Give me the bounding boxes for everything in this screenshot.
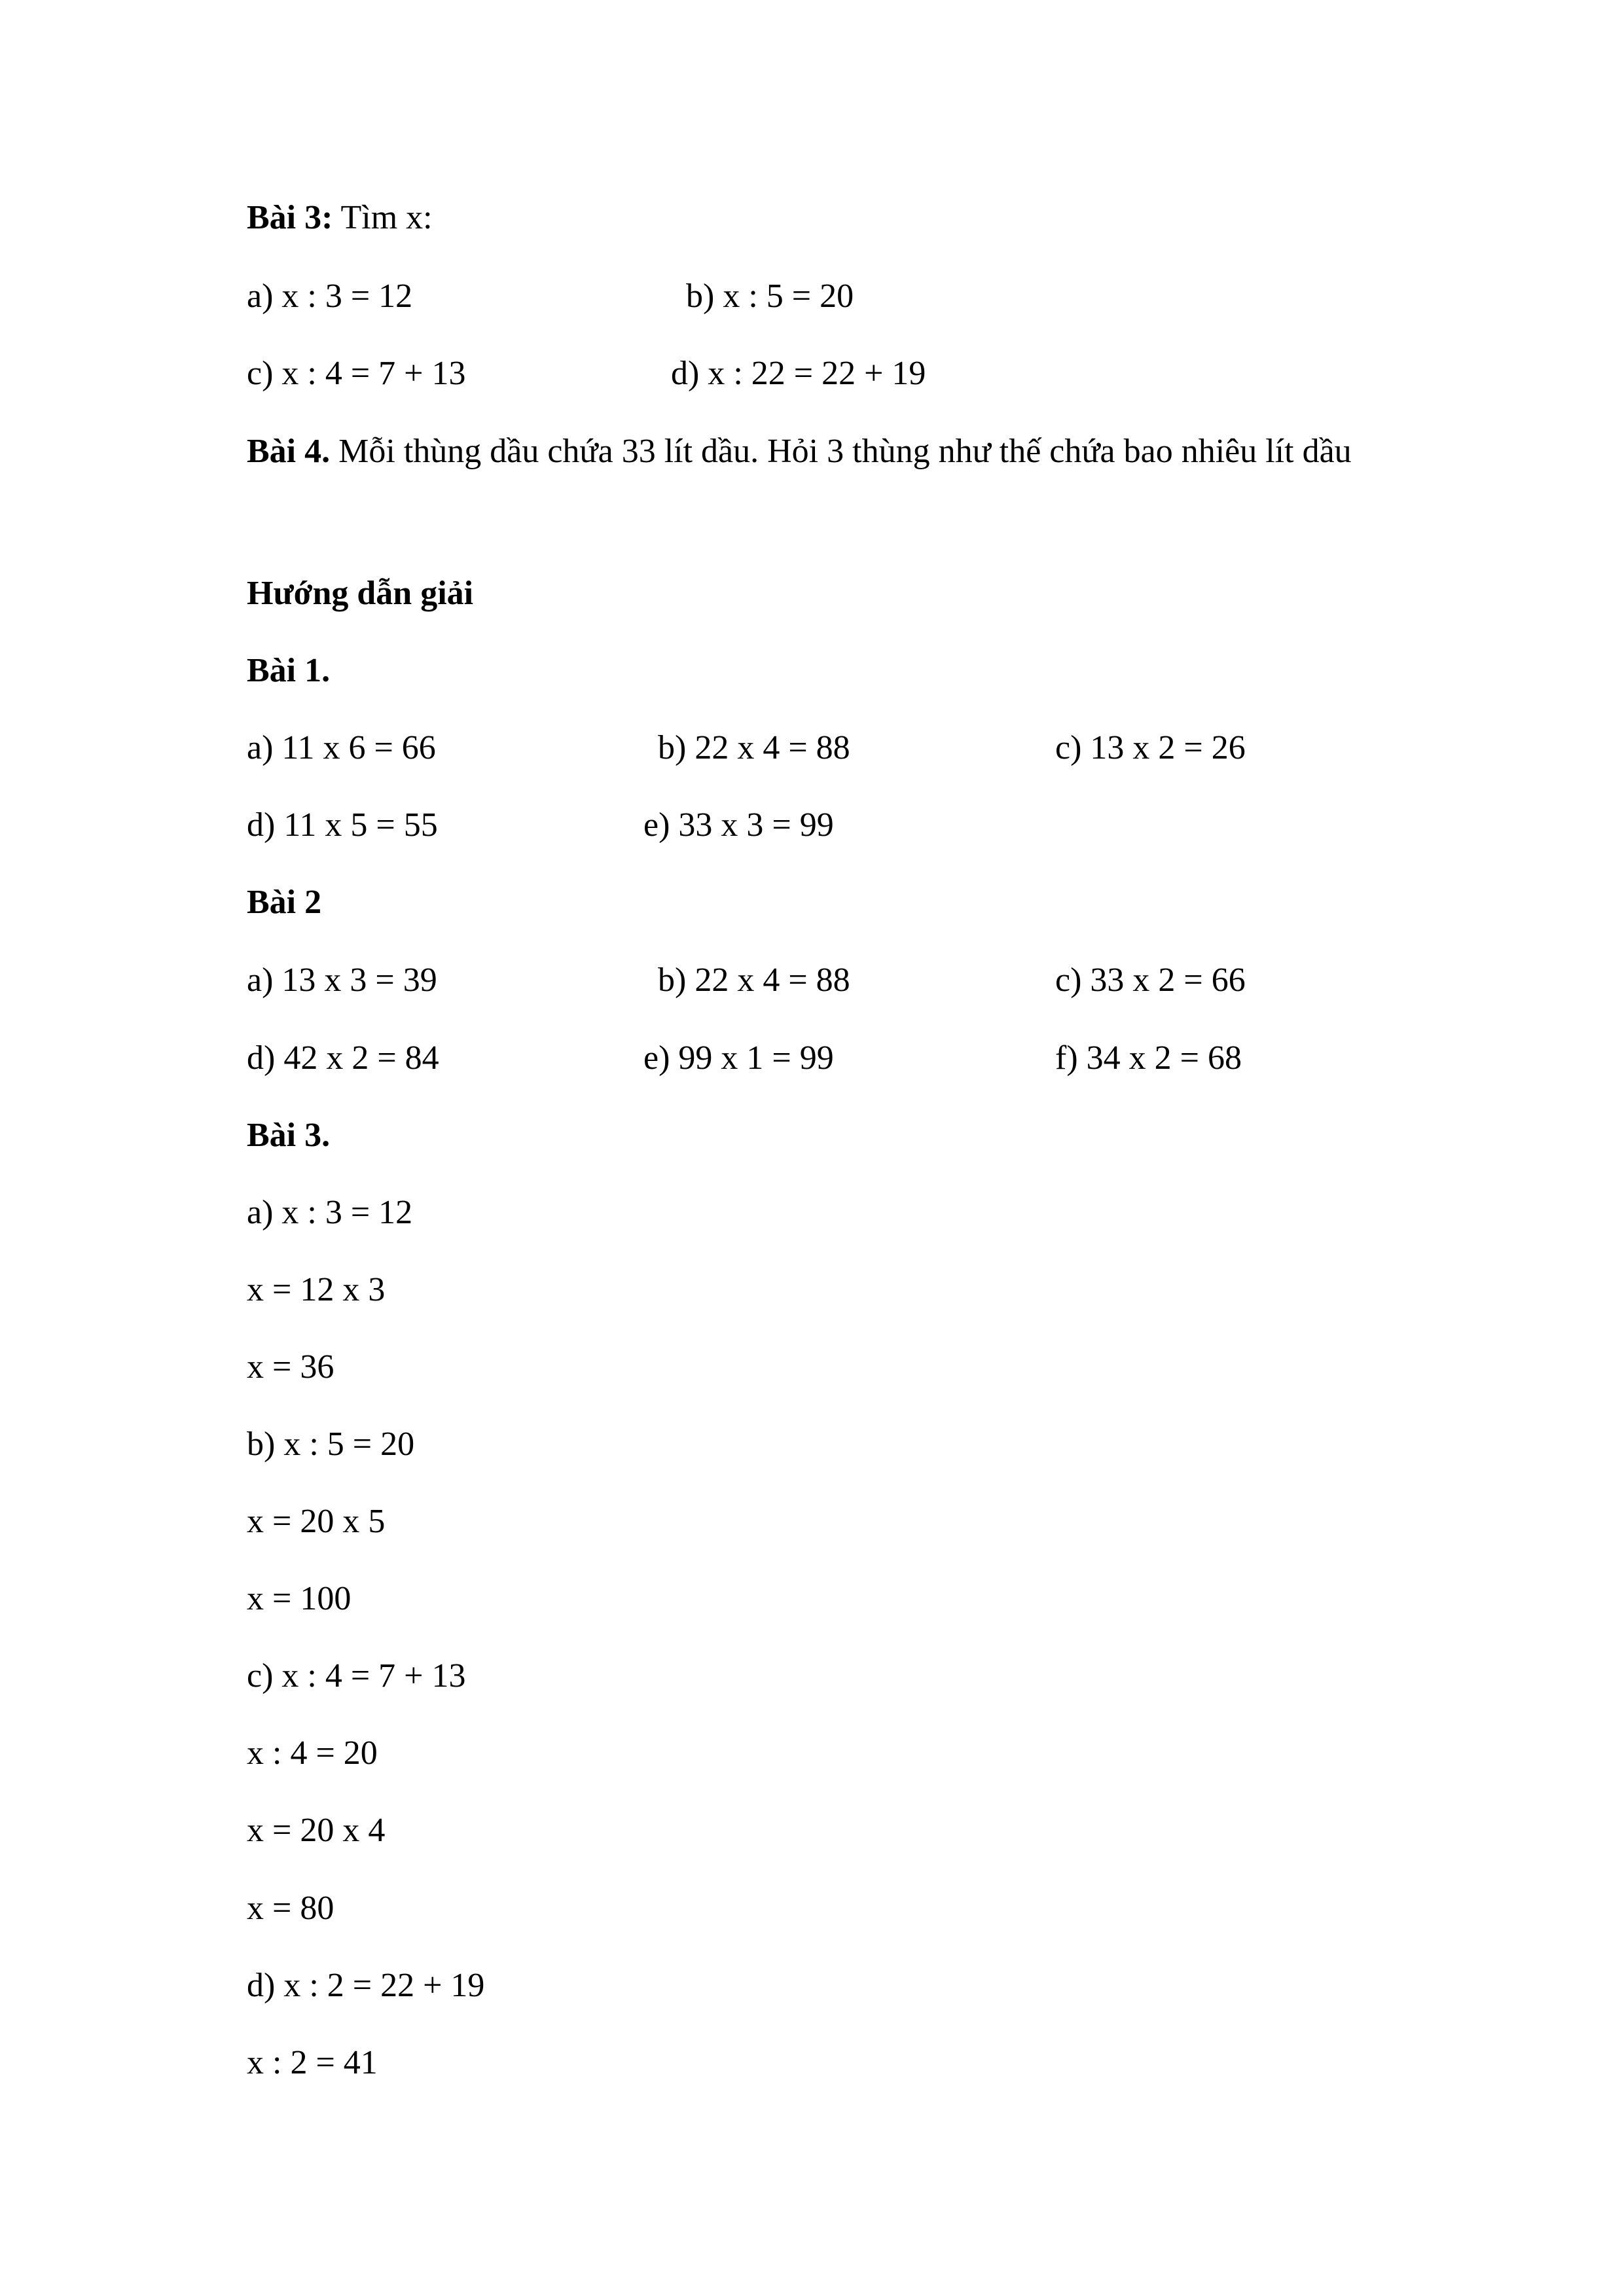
solution-bai3-line: x = 12 x 3 (247, 1271, 386, 1308)
solution-bai1-e: e) 33 x 3 = 99 (643, 806, 834, 844)
solution-bai1-heading: Bài 1. (247, 652, 331, 689)
solution-bai3-line: x = 36 (247, 1348, 334, 1386)
solution-bai3-line: c) x : 4 = 7 + 13 (247, 1657, 466, 1695)
solution-title: Hướng dẫn giải (247, 575, 474, 612)
exercise4-paragraph (247, 422, 1386, 482)
exercise3-item-b: b) x : 5 = 20 (686, 278, 854, 315)
solution-bai3-line: x : 2 = 41 (247, 2044, 378, 2081)
solution-bai3-line: a) x : 3 = 12 (247, 1194, 413, 1231)
solution-bai2-f: f) 34 x 2 = 68 (1055, 1039, 1242, 1077)
solution-bai2-heading: Bài 2 (247, 884, 322, 921)
solution-bai1-d: d) 11 x 5 = 55 (247, 806, 438, 844)
solution-bai1-a: a) 11 x 6 = 66 (247, 729, 436, 766)
solution-bai3-line: x = 80 (247, 1890, 334, 1927)
exercise3-heading-label: Bài 3: (247, 199, 333, 236)
exercise3-heading-text: Tìm x: (333, 199, 433, 236)
exercise3-item-c: c) x : 4 = 7 + 13 (247, 355, 466, 392)
solution-bai2-e: e) 99 x 1 = 99 (643, 1039, 834, 1077)
solution-bai3-line: d) x : 2 = 22 + 19 (247, 1967, 485, 2004)
solution-bai3-heading: Bài 3. (247, 1117, 331, 1154)
solution-bai3-line: x = 20 x 5 (247, 1503, 386, 1540)
solution-bai1-b: b) 22 x 4 = 88 (658, 729, 850, 766)
solution-bai2-b: b) 22 x 4 = 88 (658, 961, 850, 999)
solution-bai2-a: a) 13 x 3 = 39 (247, 961, 437, 999)
solution-bai2-d: d) 42 x 2 = 84 (247, 1039, 439, 1077)
exercise3-item-d: d) x : 22 = 22 + 19 (671, 355, 926, 392)
solution-bai1-c: c) 13 x 2 = 26 (1055, 729, 1246, 766)
exercise3-item-a: a) x : 3 = 12 (247, 278, 413, 315)
solution-bai3-line: b) x : 5 = 20 (247, 1426, 415, 1463)
exercise4-text: Mỗi thùng dầu chứa 33 lít dầu. Hỏi 3 thùng như thế chứa bao nhiêu lít dầu (330, 433, 1352, 470)
solution-bai3-line: x = 100 (247, 1580, 352, 1617)
exercise3-heading (247, 198, 433, 238)
solution-bai3-line: x : 4 = 20 (247, 1734, 378, 1772)
solution-bai3-line: x = 20 x 4 (247, 1812, 386, 1849)
solution-bai2-c: c) 33 x 2 = 66 (1055, 961, 1246, 999)
exercise4-heading-label: Bài 4. (247, 433, 331, 470)
